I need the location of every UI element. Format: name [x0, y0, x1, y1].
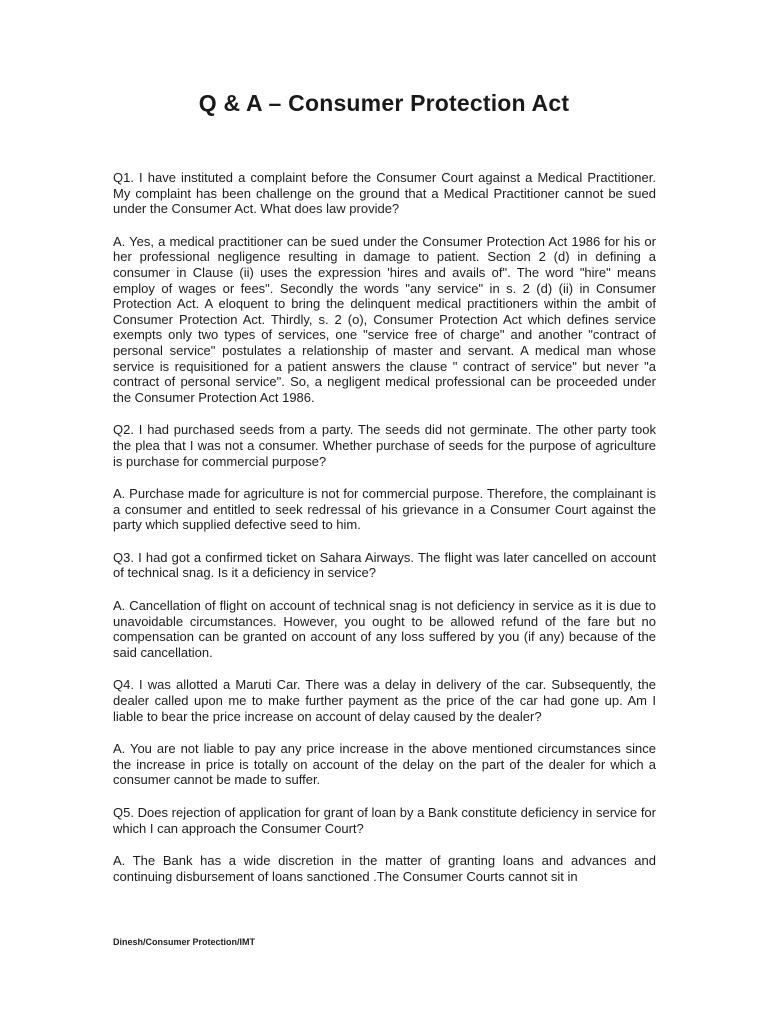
answer-1: A. Yes, a medical practitioner can be sued under the Consumer Protection Act 1986 for his or her professional negligence resulting in damage to patient. Section 2 (d) in defining a consumer in Clause (ii) uses the expression 'hires and avails of". The word "hire" means employ of wages or fees". Secondly the words "any service" in s. 2 (d) (ii) in Consumer Protection Act. A eloquent to bring the delinquent medical practitioners within the ambit of Consumer Protection Act. Thirdly, s. 2 (o), Consumer Protection Act which defines service exempts only two types of services, one "service free of charge" and another "contract of personal service" postulates a relationship of master and servant. A medical man whose service is requisitioned for a patient answers the clause " contract of service" but never "a contract of personal service". So, a negligent medical professional can be proceeded under the Consumer Protection Act 1986.: [113, 233, 656, 405]
question-1: Q1. I have instituted a complaint before the Consumer Court against a Medical Practitioner. My complaint has been challenge on the ground that a Medical Practitioner cannot be sued under the Consumer Act. What does law provide?: [113, 170, 656, 217]
question-2: Q2. I had purchased seeds from a party. The seeds did not germinate. The other party took the plea that I was not a consumer. Whether purchase of seeds for the purpose of agriculture is purchase for commercial purpose?: [113, 422, 656, 469]
answer-4: A. You are not liable to pay any price increase in the above mentioned circumstances since the increase in price is totally on account of the delay on the part of the dealer for which a consumer cannot be made to suffer.: [113, 741, 656, 788]
page-footer: Dinesh/Consumer Protection/IMT: [113, 937, 256, 947]
question-3: Q3. I had got a confirmed ticket on Sahara Airways. The flight was later cancelled on account of technical snag. Is it a deficiency in service?: [113, 549, 656, 581]
question-5: Q5. Does rejection of application for grant of loan by a Bank constitute deficiency in service for which I can approach the Consumer Court?: [113, 805, 656, 836]
answer-3: A. Cancellation of flight on account of technical snag is not deficiency in service as it is due to unavoidable circumstances. However, you ought to be allowed refund of the fare but no compensation can be granted on account of any loss suffered by you (if any) because of the said cancellation.: [113, 598, 656, 660]
answer-5: A. The Bank has a wide discretion in the matter of granting loans and advances and continuing disbursement of loans sanctioned .The Consumer Courts cannot sit in: [113, 853, 656, 884]
page-title: Q & A – Consumer Protection Act: [198, 90, 570, 116]
question-4: Q4. I was allotted a Maruti Car. There was a delay in delivery of the car. Subsequently, the dealer called upon me to make further payment as the price of the car had gone up. Am I liable to bear the price increase on account of delay caused by the dealer?: [113, 677, 656, 724]
answer-2: A. Purchase made for agriculture is not for commercial purpose. Therefore, the complainant is a consumer and entitled to seek redressal of his grievance in a Consumer Court against the party which supplied defective seed to him.: [113, 486, 656, 533]
document-body: [113, 170, 656, 901]
